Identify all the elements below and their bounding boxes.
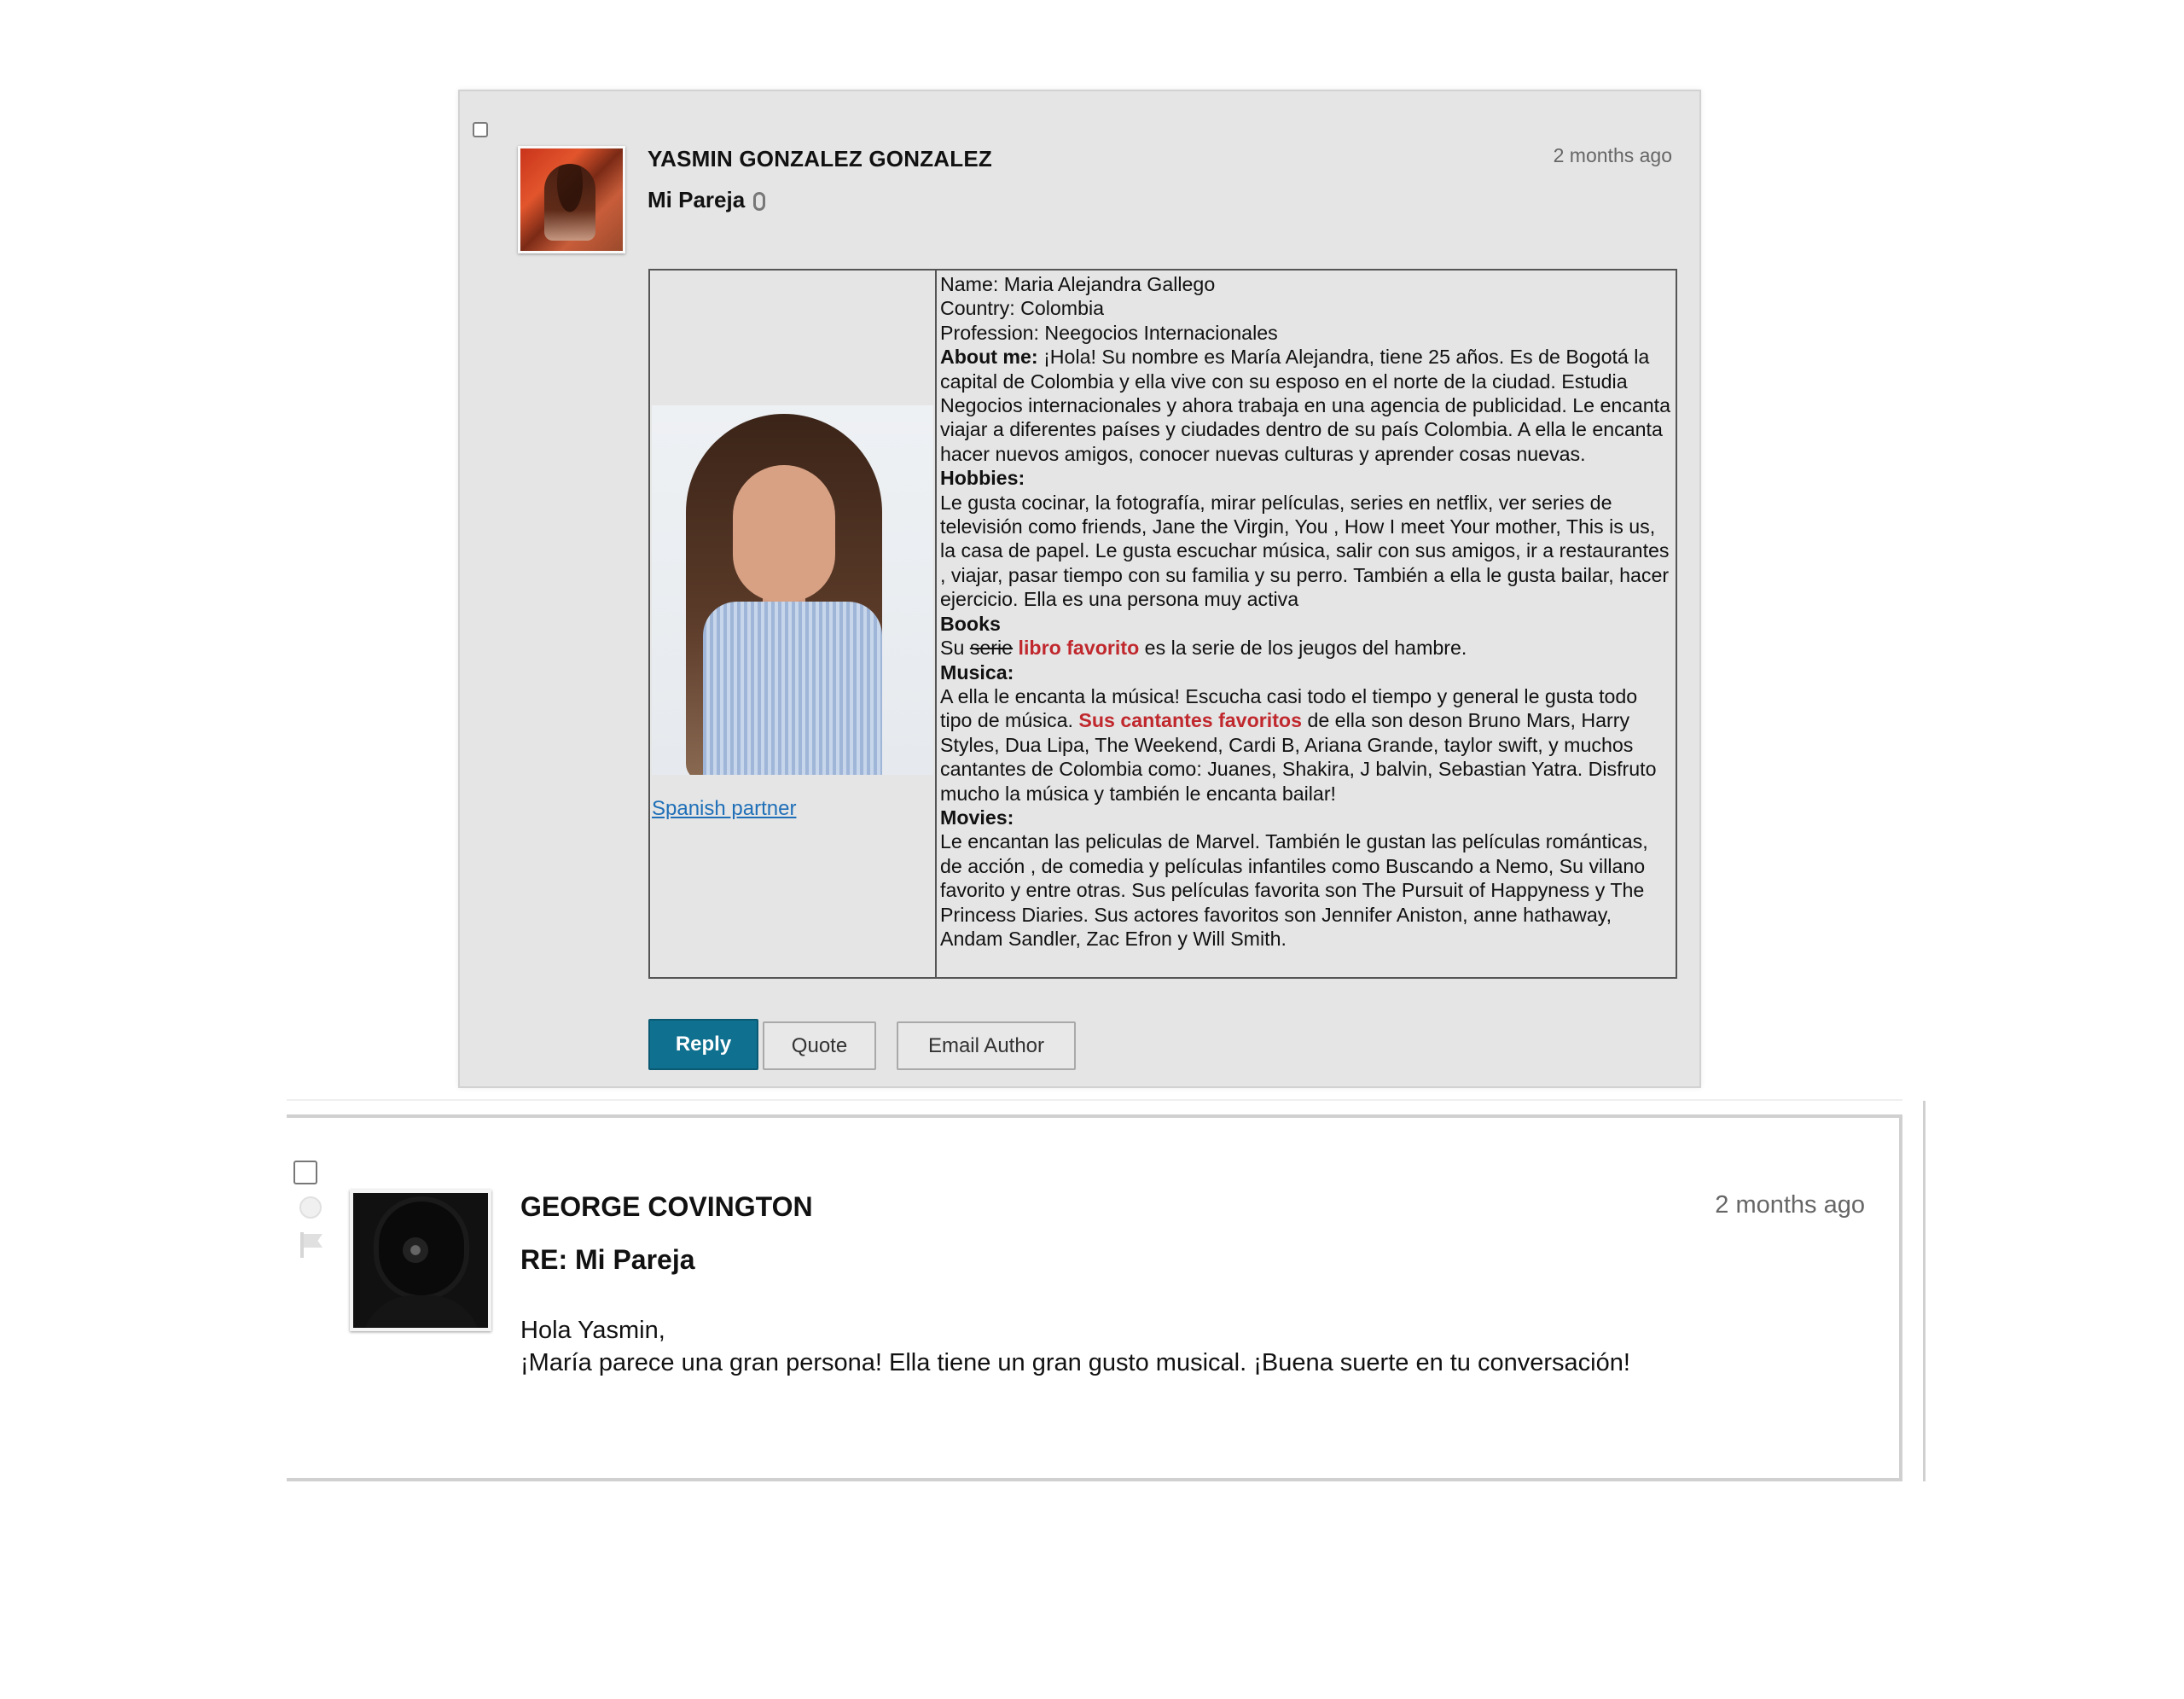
flag-pole [300, 1232, 304, 1258]
profile-text-cell [938, 272, 1676, 951]
photo-face [733, 465, 835, 602]
author-avatar[interactable] [518, 146, 625, 253]
post-timestamp: 2 months ago [1715, 1191, 1865, 1219]
email-author-button[interactable]: Email Author [897, 1021, 1076, 1070]
musica-prefix: A ella le encanta la música! Escucha casi todo el tiempo y general le gusta todo tipo de música. [940, 684, 1638, 732]
flag-cloth [304, 1234, 322, 1248]
spanish-partner-link[interactable]: Spanish partner [652, 797, 797, 820]
post-body [520, 1314, 1630, 1379]
books-paragraph [940, 636, 1674, 660]
books-label: Books [940, 612, 1001, 635]
post-subject [648, 187, 765, 213]
post-message: ¡María parece una gran persona! Ella tiene un gran gusto musical. ¡Buena suerte en tu conversación! [520, 1349, 1630, 1376]
select-post-checkbox[interactable] [293, 1161, 317, 1184]
movies-text: Le encantan las peliculas de Marvel. También le gustan las películas románticas, de acción , de comedia y películas infantiles como Buscando a Nemo, Su villano favorito y entre otras. Sus películas favorita son The Pursuit of Happyness y The Princess Diaries. Sus actores favoritos son Jennifer Aniston, anne hathaway, Andam Sandler, Zac Efron y Will Smith. [940, 830, 1648, 950]
flag-icon[interactable] [300, 1232, 324, 1258]
paperclip-icon[interactable] [753, 192, 765, 211]
photo-shirt [703, 602, 882, 775]
musica-highlight: Sus cantantes favoritos [1078, 709, 1302, 732]
thread-border [1923, 1101, 1926, 1481]
musica-label: Musica: [940, 660, 1014, 684]
post-divider [287, 1099, 1902, 1101]
books-prefix: Su [940, 637, 970, 660]
post-subject-text: Mi Pareja [648, 187, 746, 212]
avatar-body [362, 1295, 481, 1331]
post-subject: RE: Mi Pareja [520, 1244, 695, 1275]
post-timestamp: 2 months ago [1553, 144, 1672, 166]
books-suffix: es la serie de los jeugos del hambre. [1139, 637, 1467, 660]
avatar-figure [544, 164, 595, 241]
musica-suffix: de ella son deson Bruno Mars, Harry Styles, Dua Lipa, The Weekend, Cardi B, Ariana Grande, taylor swift, y muchos cantantes de Colombia como: Juanes, Shakira, J balvin, Sebastian Yatra. Disfruto mucho la música y también le encanta bailar! [940, 709, 1657, 805]
movies-label: Movies: [940, 806, 1014, 829]
profile-photo-cell [650, 271, 937, 977]
about-me-text: ¡Hola! Su nombre es María Alejandra, tiene 25 años. Es de Bogotá la capital de Colombia y ella vive con su esposo en el norte de la ciudad. Estudia Negocios internacionales y ahora trabaja en una agencia de publicidad. Le encanta viajar a diferentes países y ciudades dentro de su país Colombia. A ella le encanta hacer nuevos amigos, conocer nuevas culturas y aprender cosas nuevas. [940, 346, 1670, 465]
discussion-post-reply [287, 1114, 1902, 1481]
hobbies-label: Hobbies: [940, 467, 1025, 490]
reply-button[interactable]: Reply [648, 1019, 758, 1070]
about-me-label: About me: [940, 346, 1038, 369]
books-struck-word: serie [969, 637, 1014, 660]
profile-profession: Profession: Neegocios Internacionales [940, 321, 1278, 344]
mark-read-icon[interactable] [299, 1196, 322, 1219]
musica-paragraph [940, 684, 1674, 806]
profile-name: Name: Maria Alejandra Gallego [940, 273, 1216, 295]
post-greeting: Hola Yasmin, [520, 1317, 665, 1344]
books-highlight: libro favorito [1013, 637, 1140, 660]
profile-country: Country: Colombia [940, 297, 1105, 320]
partner-profile-table [648, 269, 1677, 979]
about-me-paragraph [940, 345, 1674, 466]
post-author[interactable]: YASMIN GONZALEZ GONZALEZ [648, 146, 992, 172]
hobbies-text: Le gusta cocinar, la fotografía, mirar películas, series en netflix, ver series de televisión como friends, Jane the Virgin, You , How I meet Your mother, This is us, la casa de papel. Le gusta escuchar música, salir con sus amigos, ir a restaurantes , viajar, pasar tiempo con su familia y su perro. También a ella le gusta bailar, hacer ejercicio. Ella es una persona muy activa [940, 491, 1670, 611]
post-author[interactable]: GEORGE COVINGTON [520, 1191, 813, 1222]
partner-photo [652, 405, 933, 775]
author-avatar[interactable] [350, 1190, 491, 1331]
quote-button[interactable]: Quote [763, 1021, 876, 1070]
select-post-checkbox[interactable] [473, 122, 488, 137]
discussion-post-original [458, 90, 1701, 1088]
avatar-camera [403, 1237, 428, 1263]
